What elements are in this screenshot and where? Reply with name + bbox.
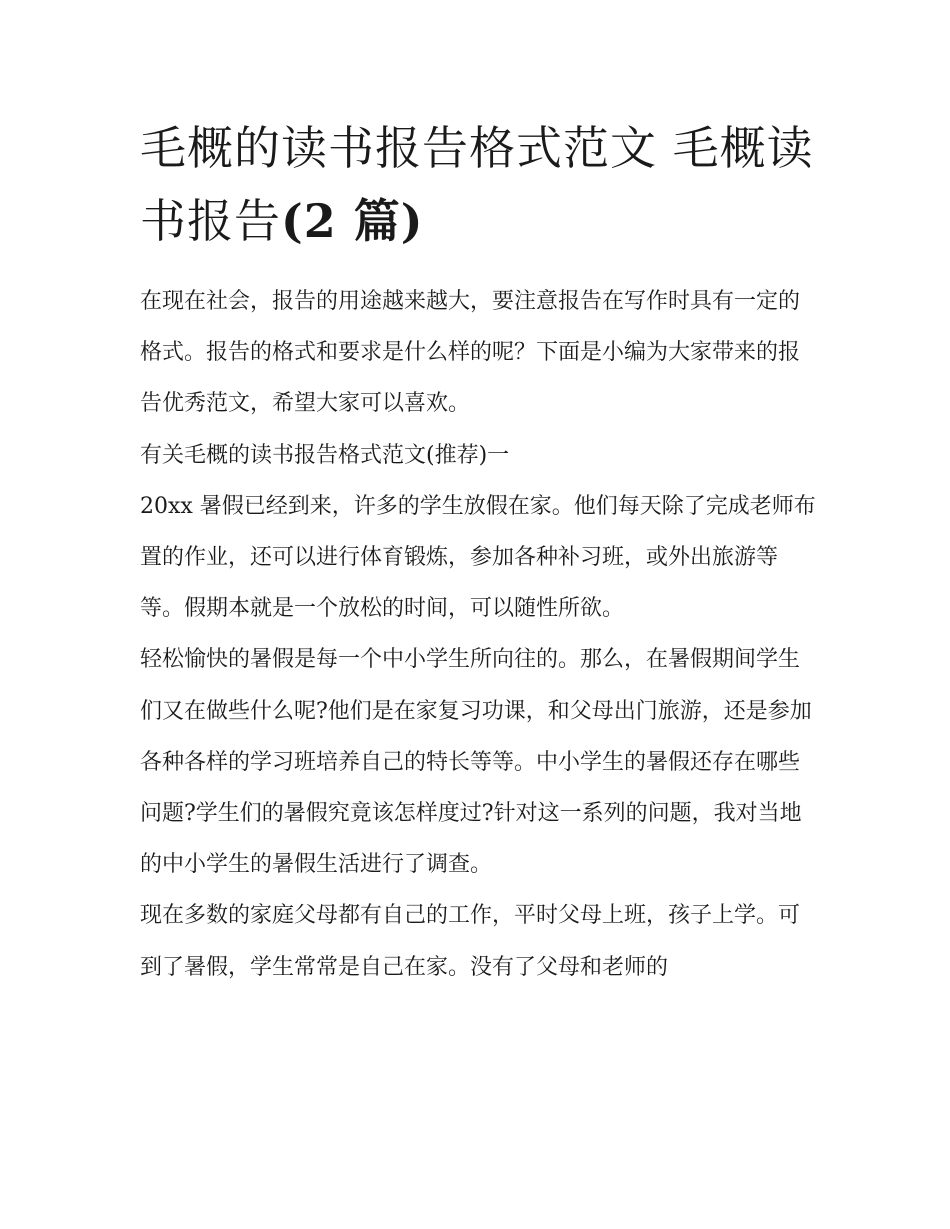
body-paragraph: 20xx 暑假已经到来，许多的学生放假在家。他们每天除了完成老师布置的作业，还可以进行体育锻炼，参加各种补习班，或外出旅游等等。假期本就是一个放松的时间，可以随性所欲。 (140, 493, 816, 622)
intro-paragraph: 在现在社会，报告的用途越来越大，要注意报告在写作时具有一定的格式。报告的格式和要求是什么样的呢？下面是小编为大家带来的报告优秀范文，希望大家可以喜欢。 (140, 289, 801, 417)
body-paragraph: 现在多数的家庭父母都有自己的工作，平时父母上班，孩子上学。可到了暑假，学生常常是自己在家。没有了父母和老师的 (140, 903, 801, 980)
document-title (140, 112, 820, 258)
title-suffix: (2 篇) (281, 194, 424, 248)
body-paragraph: 轻松愉快的暑假是每一个中小学生所向往的。那么，在暑假期间学生们又在做些什么呢?他们是在家复习功课，和父母出门旅游，还是参加各种各样的学习班培养自己的特长等等。中小学生的暑假还存在哪些问题?学生们的暑假究竟该怎样度过?针对这一系列的问题，我对当地的中小学生的暑假生活进行了调查。 (140, 647, 812, 878)
document-body (140, 276, 820, 993)
title-main: 毛概的读书报告格式范文 毛概读书报告 (140, 121, 814, 248)
section-heading: 有关毛概的读书报告格式范文(推荐)一 (140, 442, 510, 468)
